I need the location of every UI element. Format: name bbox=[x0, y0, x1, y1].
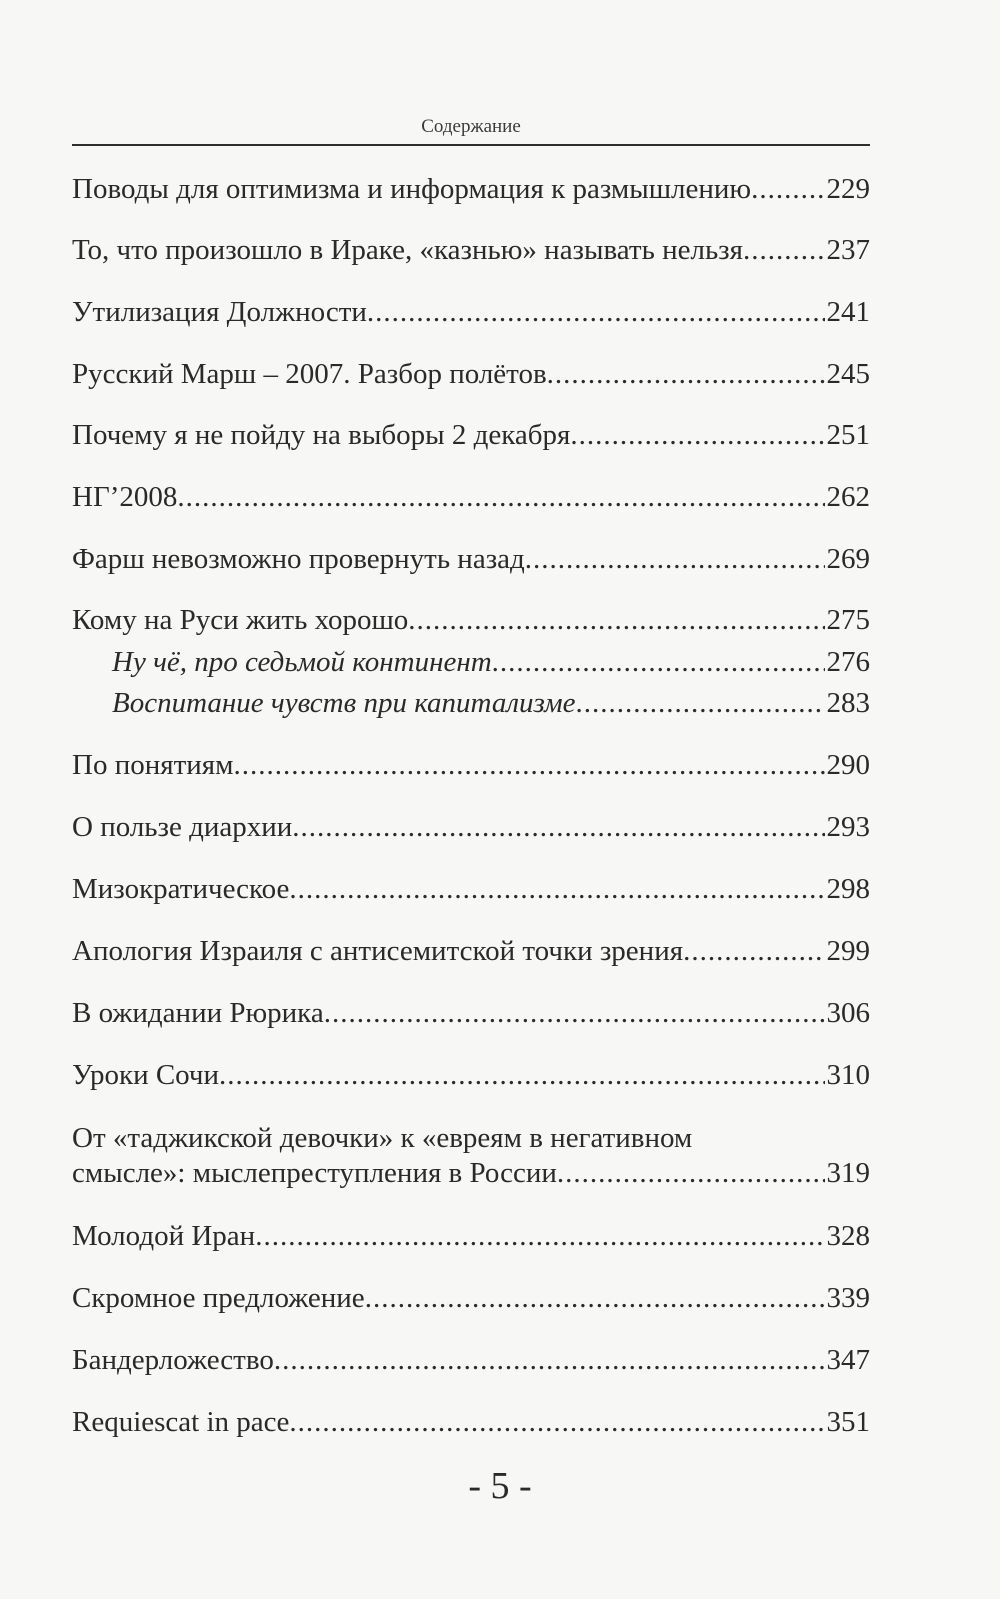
toc-entry-page: 298 bbox=[826, 873, 870, 905]
toc-entry-page: 275 bbox=[826, 604, 870, 636]
toc-entry-page: 339 bbox=[826, 1282, 870, 1314]
dot-leader bbox=[547, 360, 825, 389]
dot-leader bbox=[219, 1061, 824, 1090]
toc-subentry[interactable] bbox=[112, 648, 870, 677]
dot-leader bbox=[743, 236, 825, 265]
dot-leader bbox=[408, 606, 824, 635]
toc-entry-page: 276 bbox=[826, 646, 870, 678]
toc-entry-title: Утилизация Должности bbox=[72, 296, 367, 328]
toc-entry-title: Апология Израиля с антисемитской точки зрения bbox=[72, 935, 684, 967]
toc-subentry-title: Воспитание чувств при капитализме bbox=[112, 687, 576, 719]
toc-entry-title: Русский Марш – 2007. Разбор полётов bbox=[72, 358, 547, 390]
toc-subentry[interactable] bbox=[112, 689, 870, 718]
dot-leader bbox=[177, 483, 824, 512]
toc-entry[interactable] bbox=[72, 236, 870, 265]
toc-entry[interactable] bbox=[72, 175, 870, 204]
toc-entry-page: 290 bbox=[826, 749, 870, 781]
toc-subentry-title: Ну чё, про седьмой континент bbox=[112, 646, 492, 678]
toc-entry-title: По понятиям bbox=[72, 749, 234, 781]
toc-entry-page: 310 bbox=[826, 1059, 870, 1091]
toc-entry-page: 251 bbox=[826, 419, 870, 451]
toc-entry-title: Почему я не пойду на выборы 2 декабря bbox=[72, 419, 571, 451]
toc-entry-page: 269 bbox=[826, 543, 870, 575]
toc-entry-title: О пользе диархии bbox=[72, 811, 293, 843]
toc-entry-title-line2: смысле»: мыслепреступления в России bbox=[72, 1157, 557, 1189]
toc-entry[interactable] bbox=[72, 1346, 870, 1375]
toc-entry-page: 328 bbox=[826, 1220, 870, 1252]
toc-entry-page: 319 bbox=[826, 1157, 870, 1189]
dot-leader bbox=[683, 937, 824, 966]
toc-entry-page: 351 bbox=[826, 1406, 870, 1438]
toc-entry[interactable] bbox=[72, 813, 870, 842]
dot-leader bbox=[365, 1284, 825, 1313]
toc-entry-title-line1: От «таджикской девочки» к «евреям в негативном bbox=[72, 1122, 693, 1154]
toc-entry[interactable] bbox=[72, 937, 870, 966]
toc-entry-title: Скромное предложение bbox=[72, 1282, 365, 1314]
toc-entry-title: Мизократическое bbox=[72, 873, 290, 905]
dot-leader bbox=[557, 1159, 825, 1188]
dot-leader bbox=[367, 298, 825, 327]
page-number: - 5 - bbox=[468, 1465, 532, 1507]
toc-entry-title: Фарш невозможно провернуть назад bbox=[72, 543, 525, 575]
toc-entry-title: Кому на Руси жить хорошо bbox=[72, 604, 409, 636]
toc-entry[interactable] bbox=[72, 421, 870, 450]
toc-entry-page: 306 bbox=[826, 997, 870, 1029]
toc-entry-page: 241 bbox=[826, 296, 870, 328]
toc-entry[interactable] bbox=[72, 1222, 870, 1251]
toc-entry-page: 347 bbox=[826, 1344, 870, 1376]
toc-entry-page: 293 bbox=[826, 811, 870, 843]
toc-entry[interactable] bbox=[72, 360, 870, 389]
toc-entry-page: 245 bbox=[826, 358, 870, 390]
toc-entry[interactable] bbox=[72, 606, 870, 635]
toc-entry[interactable] bbox=[72, 298, 870, 327]
toc-entry-page: 299 bbox=[826, 935, 870, 967]
dot-leader bbox=[492, 648, 825, 677]
dot-leader bbox=[292, 813, 824, 842]
toc-entry-page: 283 bbox=[826, 687, 870, 719]
dot-leader bbox=[289, 1408, 824, 1437]
toc-entry-title: В ожидании Рюрика bbox=[72, 997, 324, 1029]
toc-entry[interactable] bbox=[72, 1061, 870, 1090]
toc-entry[interactable] bbox=[72, 1408, 870, 1437]
toc-entry-page: 229 bbox=[826, 173, 870, 205]
dot-leader bbox=[255, 1222, 824, 1251]
toc-entry-page: 262 bbox=[826, 481, 870, 513]
dot-leader bbox=[570, 421, 824, 450]
toc-entry-title: НГ’2008 bbox=[72, 481, 178, 513]
toc-entry-title: Поводы для оптимизма и информация к размышлению bbox=[72, 173, 752, 205]
dot-leader bbox=[525, 545, 825, 574]
dot-leader bbox=[751, 175, 824, 204]
running-head: Содержание bbox=[421, 116, 521, 137]
toc-entry[interactable] bbox=[72, 875, 870, 904]
toc-entry-page: 237 bbox=[826, 234, 870, 266]
toc-entry[interactable] bbox=[72, 483, 870, 512]
toc-entry[interactable] bbox=[72, 1284, 870, 1313]
dot-leader bbox=[575, 689, 824, 718]
toc-entry[interactable] bbox=[72, 545, 870, 574]
dot-leader bbox=[324, 999, 825, 1028]
dot-leader bbox=[274, 1346, 825, 1375]
toc-entry-title: То, что произошло в Ираке, «казнью» называть нельзя bbox=[72, 234, 743, 266]
toc-entry-title: Молодой Иран bbox=[72, 1220, 256, 1252]
header-rule bbox=[72, 144, 870, 146]
toc-entry-title: Уроки Сочи bbox=[72, 1059, 220, 1091]
toc-entry[interactable] bbox=[72, 751, 870, 780]
toc-entry-title: Requiescat in pace bbox=[72, 1406, 290, 1438]
dot-leader bbox=[289, 875, 824, 904]
toc-entry-title: Бандерложество bbox=[72, 1344, 274, 1376]
toc-entry[interactable] bbox=[72, 999, 870, 1028]
toc-entry[interactable] bbox=[72, 1124, 870, 1188]
dot-leader bbox=[233, 751, 824, 780]
